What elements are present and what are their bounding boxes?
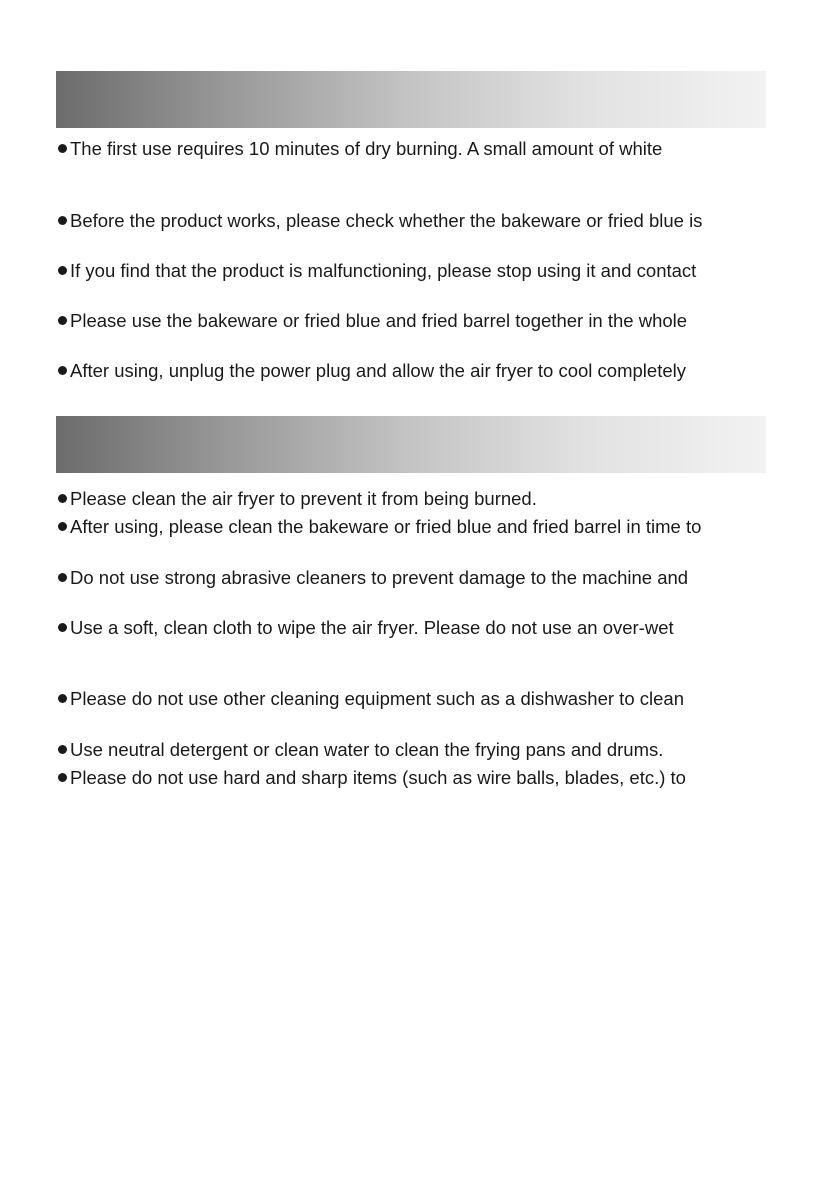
bullet-text: If you find that the product is malfunctioning, please stop using it and contact — [70, 260, 697, 281]
bullet-text: After using, please clean the bakeware or fried blue and fried barrel in time to — [70, 516, 702, 537]
bullet-dot-icon — [58, 144, 67, 153]
bullet-text: Please use the bakeware or fried blue and fried barrel together in the whole — [70, 310, 688, 331]
bullet-dot-icon — [58, 316, 67, 325]
bullet-item — [58, 767, 686, 789]
bullet-item — [58, 488, 537, 510]
section-header-bar-1 — [56, 71, 766, 128]
section-header-bar-2 — [56, 416, 766, 473]
bullet-item — [58, 617, 674, 639]
bullet-text: Please clean the air fryer to prevent it from being burned. — [70, 488, 537, 509]
bullet-text: Use a soft, clean cloth to wipe the air fryer. Please do not use an over-wet — [70, 617, 674, 638]
bullet-dot-icon — [58, 494, 67, 503]
bullet-dot-icon — [58, 745, 67, 754]
bullet-dot-icon — [58, 366, 67, 375]
bullet-dot-icon — [58, 694, 67, 703]
bullet-item — [58, 260, 696, 282]
bullet-item — [58, 688, 684, 710]
bullet-text: Before the product works, please check whether the bakeware or fried blue is — [70, 210, 703, 231]
bullet-text: Use neutral detergent or clean water to clean the frying pans and drums. — [70, 739, 664, 760]
bullet-text: Do not use strong abrasive cleaners to prevent damage to the machine and — [70, 567, 689, 588]
bullet-dot-icon — [58, 266, 67, 275]
bullet-dot-icon — [58, 216, 67, 225]
bullet-dot-icon — [58, 573, 67, 582]
bullet-item — [58, 360, 686, 382]
bullet-dot-icon — [58, 623, 67, 632]
bullet-item — [58, 138, 662, 160]
bullet-text: Please do not use hard and sharp items (such as wire balls, blades, etc.) to — [70, 767, 686, 788]
bullet-text: After using, unplug the power plug and allow the air fryer to cool completely — [70, 360, 686, 381]
bullet-text: Please do not use other cleaning equipment such as a dishwasher to clean — [70, 688, 684, 709]
bullet-dot-icon — [58, 773, 67, 782]
bullet-item — [58, 310, 687, 332]
bullet-text: The first use requires 10 minutes of dry burning. A small amount of white — [70, 138, 663, 159]
bullet-item — [58, 516, 701, 538]
bullet-item — [58, 210, 702, 232]
bullet-item — [58, 739, 663, 761]
bullet-item — [58, 567, 688, 589]
bullet-dot-icon — [58, 522, 67, 531]
